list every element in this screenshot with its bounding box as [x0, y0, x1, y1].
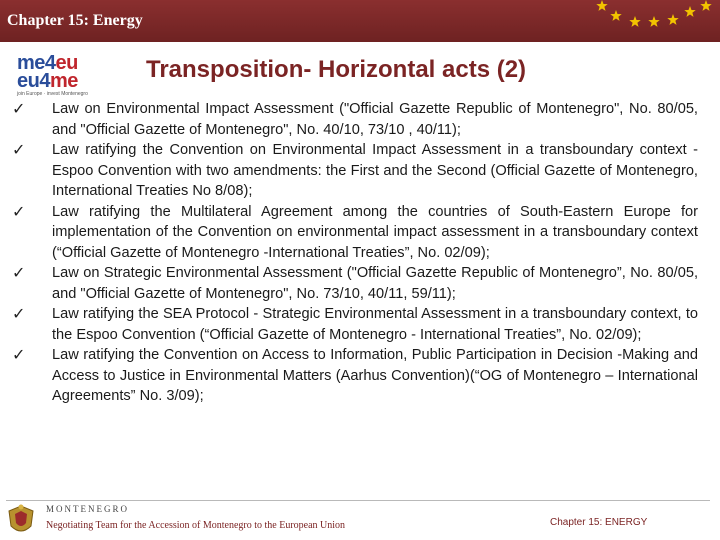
- header-bar: [0, 0, 720, 42]
- list-item: [12, 140, 698, 202]
- logo-tagline: join Europe · invest Montenegro: [17, 91, 88, 97]
- list-item-text: Law ratifying the Convention on Access to Information, Public Participation in Decision -Making and Access to Justice in Environmental Matters (Aarhus Convention)(“OG of Montenegro – International Agreements” No. 3/09);: [52, 347, 698, 404]
- footer-chapter: Chapter 15: ENERGY: [550, 517, 648, 528]
- star-icon: [610, 10, 621, 21]
- footer-team: Negotiating Team for the Accession of Montenegro to the European Union: [46, 520, 346, 531]
- list-item-text: Law ratifying the SEA Protocol - Strategic Environmental Assessment in a transboundary context, to the Espoo Convention (“Official Gazette of Montenegro - International Treaties”, No. 02/09);: [52, 306, 698, 343]
- logo-line-2: eu4me: [17, 70, 78, 92]
- list-item: [12, 304, 698, 345]
- star-icon: [667, 14, 678, 25]
- checkmark-icon: ✓: [12, 263, 26, 282]
- coat-of-arms-icon: [4, 502, 38, 538]
- checkmark-icon: ✓: [12, 201, 26, 221]
- list-item: [12, 99, 698, 140]
- chapter-title: Chapter 15: Energy: [7, 12, 143, 29]
- list-item: [12, 263, 698, 304]
- eu-stars-icon: [590, 0, 720, 32]
- star-icon: [700, 0, 711, 11]
- me4eu-logo: [17, 54, 105, 98]
- slide-title: Transposition- Horizontal acts (2): [146, 56, 527, 83]
- footer-country: MONTENEGRO: [46, 504, 129, 514]
- checkmark-icon: ✓: [12, 140, 26, 159]
- star-icon: [684, 6, 695, 17]
- list-item: [12, 345, 698, 407]
- footer-divider: [6, 500, 710, 501]
- checkmark-icon: ✓: [12, 304, 26, 323]
- logo-line-1: me4eu: [17, 52, 78, 74]
- checkmark-icon: ✓: [12, 99, 26, 118]
- checkmark-icon: ✓: [12, 345, 26, 364]
- list-item-text: Law ratifying the Multilateral Agreement among the countries of South-Eastern Europe for implementation of the Convention on environmental impact assessment in a transboundary context (“Official Gazette of Montenegro -International Treaties”, No. 02/09);: [52, 203, 698, 261]
- star-icon: [648, 16, 659, 27]
- acts-list: [12, 99, 698, 407]
- list-item: [12, 202, 698, 264]
- list-item-text: Law on Strategic Environmental Assessment ("Official Gazette Republic of Montenegro”, No. 80/05, and "Official Gazette of Montenegro", No. 73/10, 40/11, 59/11);: [52, 265, 698, 302]
- list-item-text: Law on Environmental Impact Assessment ("Official Gazette Republic of Montenegro", No. 80/05, and "Official Gazette of Montenegro", No. 40/10, 73/10 , 40/11);: [52, 101, 698, 138]
- list-item-text: Law ratifying the Convention on Environmental Impact Assessment in a transboundary context - Espoo Convention with two amendments: the First and the Second (Official Gazette of Montenegro, International Treaties No 8/08);: [52, 142, 698, 199]
- star-icon: [629, 16, 640, 27]
- star-icon: [596, 0, 607, 11]
